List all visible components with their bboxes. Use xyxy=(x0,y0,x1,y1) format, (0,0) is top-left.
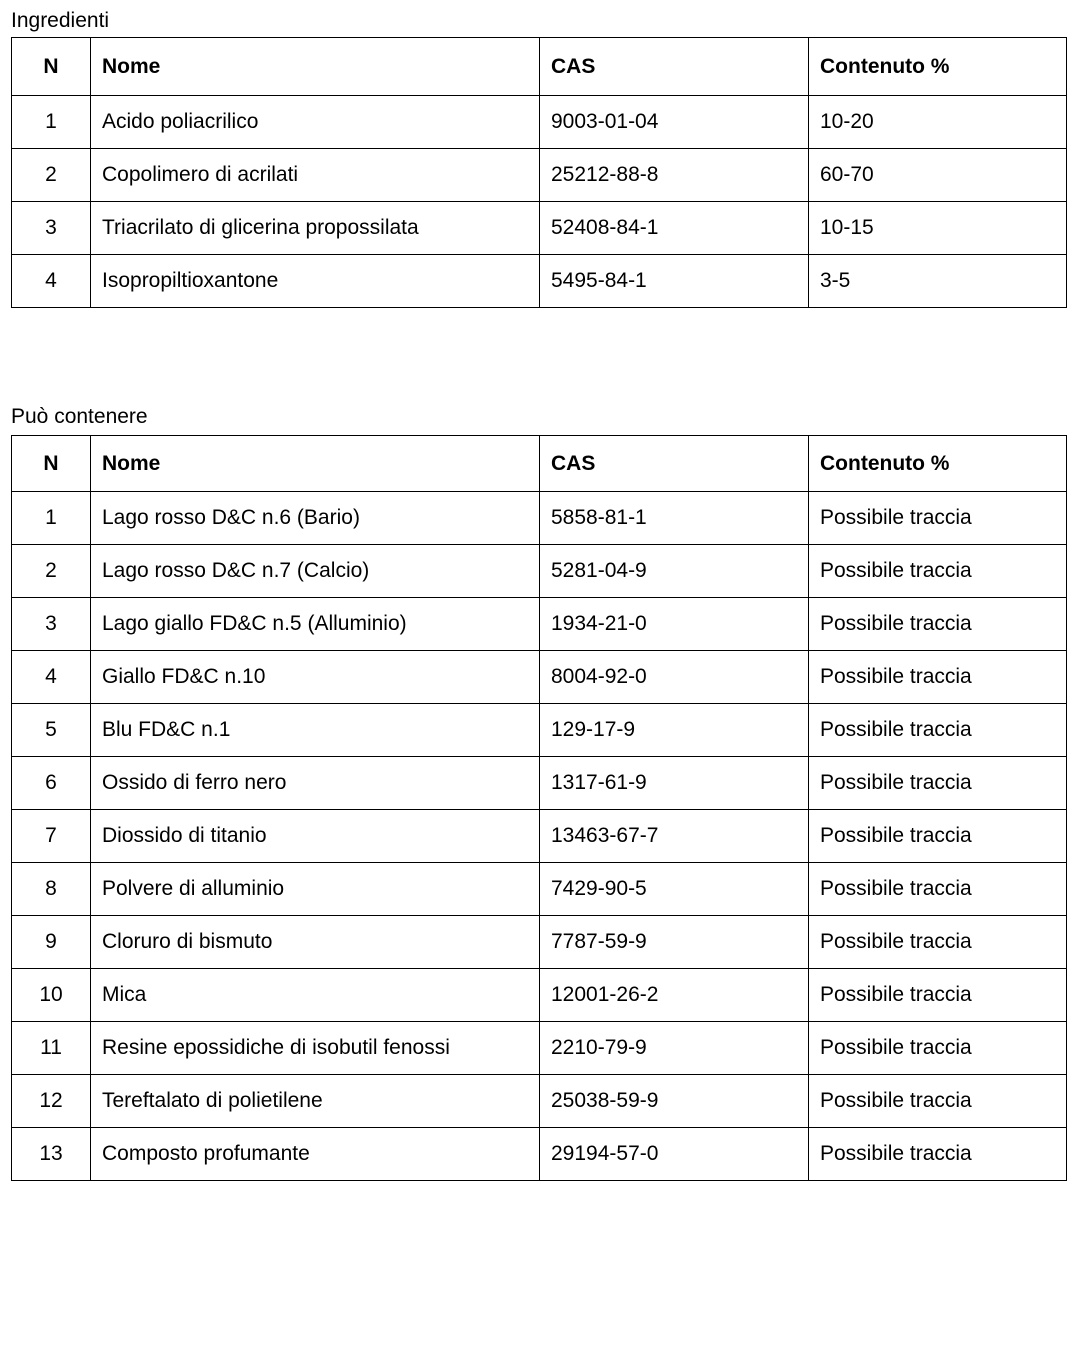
column-header-name: Nome xyxy=(91,436,540,492)
cell-name: Tereftalato di polietilene xyxy=(91,1075,540,1128)
cell-content: Possibile traccia xyxy=(809,1128,1067,1181)
cell-content: 10-20 xyxy=(809,96,1067,149)
cell-n: 9 xyxy=(12,916,91,969)
column-header-content: Contenuto % xyxy=(809,436,1067,492)
cell-content: Possibile traccia xyxy=(809,916,1067,969)
cell-content: Possibile traccia xyxy=(809,1022,1067,1075)
cell-n: 4 xyxy=(12,255,91,308)
cell-content: Possibile traccia xyxy=(809,969,1067,1022)
cell-name: Blu FD&C n.1 xyxy=(91,704,540,757)
ingredients-table xyxy=(11,37,1067,308)
cell-content: Possibile traccia xyxy=(809,598,1067,651)
table-row xyxy=(12,1075,1067,1128)
cell-content: Possibile traccia xyxy=(809,757,1067,810)
cell-cas: 25038-59-9 xyxy=(540,1075,809,1128)
table-row xyxy=(12,492,1067,545)
cell-n: 1 xyxy=(12,492,91,545)
cell-cas: 13463-67-7 xyxy=(540,810,809,863)
cell-n: 12 xyxy=(12,1075,91,1128)
cell-cas: 29194-57-0 xyxy=(540,1128,809,1181)
cell-content: Possibile traccia xyxy=(809,810,1067,863)
cell-cas: 1934-21-0 xyxy=(540,598,809,651)
column-header-cas: CAS xyxy=(540,436,809,492)
cell-n: 13 xyxy=(12,1128,91,1181)
cell-n: 7 xyxy=(12,810,91,863)
cell-n: 11 xyxy=(12,1022,91,1075)
cell-content: Possibile traccia xyxy=(809,1075,1067,1128)
cell-n: 5 xyxy=(12,704,91,757)
cell-cas: 52408-84-1 xyxy=(540,202,809,255)
cell-content: Possibile traccia xyxy=(809,651,1067,704)
cell-name: Giallo FD&C n.10 xyxy=(91,651,540,704)
cell-name: Ossido di ferro nero xyxy=(91,757,540,810)
cell-n: 4 xyxy=(12,651,91,704)
table-row xyxy=(12,1128,1067,1181)
table-row xyxy=(12,202,1067,255)
cell-name: Lago rosso D&C n.6 (Bario) xyxy=(91,492,540,545)
table-row xyxy=(12,651,1067,704)
cell-cas: 5495-84-1 xyxy=(540,255,809,308)
table-row xyxy=(12,863,1067,916)
column-header-n: N xyxy=(12,436,91,492)
table-row xyxy=(12,810,1067,863)
table-row xyxy=(12,96,1067,149)
cell-n: 3 xyxy=(12,202,91,255)
table-header-row xyxy=(12,436,1067,492)
cell-name: Isopropiltioxantone xyxy=(91,255,540,308)
cell-content: 60-70 xyxy=(809,149,1067,202)
cell-cas: 7429-90-5 xyxy=(540,863,809,916)
cell-cas: 7787-59-9 xyxy=(540,916,809,969)
cell-n: 10 xyxy=(12,969,91,1022)
cell-n: 1 xyxy=(12,96,91,149)
cell-cas: 129-17-9 xyxy=(540,704,809,757)
cell-cas: 5281-04-9 xyxy=(540,545,809,598)
cell-n: 6 xyxy=(12,757,91,810)
cell-name: Triacrilato di glicerina propossilata xyxy=(91,202,540,255)
cell-content: Possibile traccia xyxy=(809,545,1067,598)
table-row xyxy=(12,255,1067,308)
column-header-name: Nome xyxy=(91,38,540,96)
cell-name: Diossido di titanio xyxy=(91,810,540,863)
cell-name: Composto profumante xyxy=(91,1128,540,1181)
cell-name: Mica xyxy=(91,969,540,1022)
cell-content: Possibile traccia xyxy=(809,492,1067,545)
cell-cas: 25212-88-8 xyxy=(540,149,809,202)
cell-cas: 5858-81-1 xyxy=(540,492,809,545)
cell-n: 2 xyxy=(12,149,91,202)
table-row xyxy=(12,1022,1067,1075)
table-row xyxy=(12,598,1067,651)
table-row xyxy=(12,969,1067,1022)
column-header-n: N xyxy=(12,38,91,96)
table-header-row xyxy=(12,38,1067,96)
column-header-cas: CAS xyxy=(540,38,809,96)
cell-n: 2 xyxy=(12,545,91,598)
cell-cas: 2210-79-9 xyxy=(540,1022,809,1075)
cell-name: Acido poliacrilico xyxy=(91,96,540,149)
may-contain-section-title: Può contenere xyxy=(11,405,148,428)
ingredients-section-title: Ingredienti xyxy=(11,9,110,32)
table-row xyxy=(12,149,1067,202)
cell-name: Cloruro di bismuto xyxy=(91,916,540,969)
table-row xyxy=(12,757,1067,810)
column-header-content: Contenuto % xyxy=(809,38,1067,96)
cell-n: 8 xyxy=(12,863,91,916)
cell-content: 10-15 xyxy=(809,202,1067,255)
cell-name: Lago giallo FD&C n.5 (Alluminio) xyxy=(91,598,540,651)
table-row xyxy=(12,704,1067,757)
cell-content: Possibile traccia xyxy=(809,863,1067,916)
cell-name: Lago rosso D&C n.7 (Calcio) xyxy=(91,545,540,598)
table-row xyxy=(12,916,1067,969)
table-row xyxy=(12,545,1067,598)
cell-name: Resine epossidiche di isobutil fenossi xyxy=(91,1022,540,1075)
cell-content: 3-5 xyxy=(809,255,1067,308)
cell-cas: 12001-26-2 xyxy=(540,969,809,1022)
cell-name: Copolimero di acrilati xyxy=(91,149,540,202)
cell-cas: 9003-01-04 xyxy=(540,96,809,149)
cell-name: Polvere di alluminio xyxy=(91,863,540,916)
cell-n: 3 xyxy=(12,598,91,651)
cell-content: Possibile traccia xyxy=(809,704,1067,757)
may-contain-table xyxy=(11,435,1067,1181)
cell-cas: 8004-92-0 xyxy=(540,651,809,704)
cell-cas: 1317-61-9 xyxy=(540,757,809,810)
